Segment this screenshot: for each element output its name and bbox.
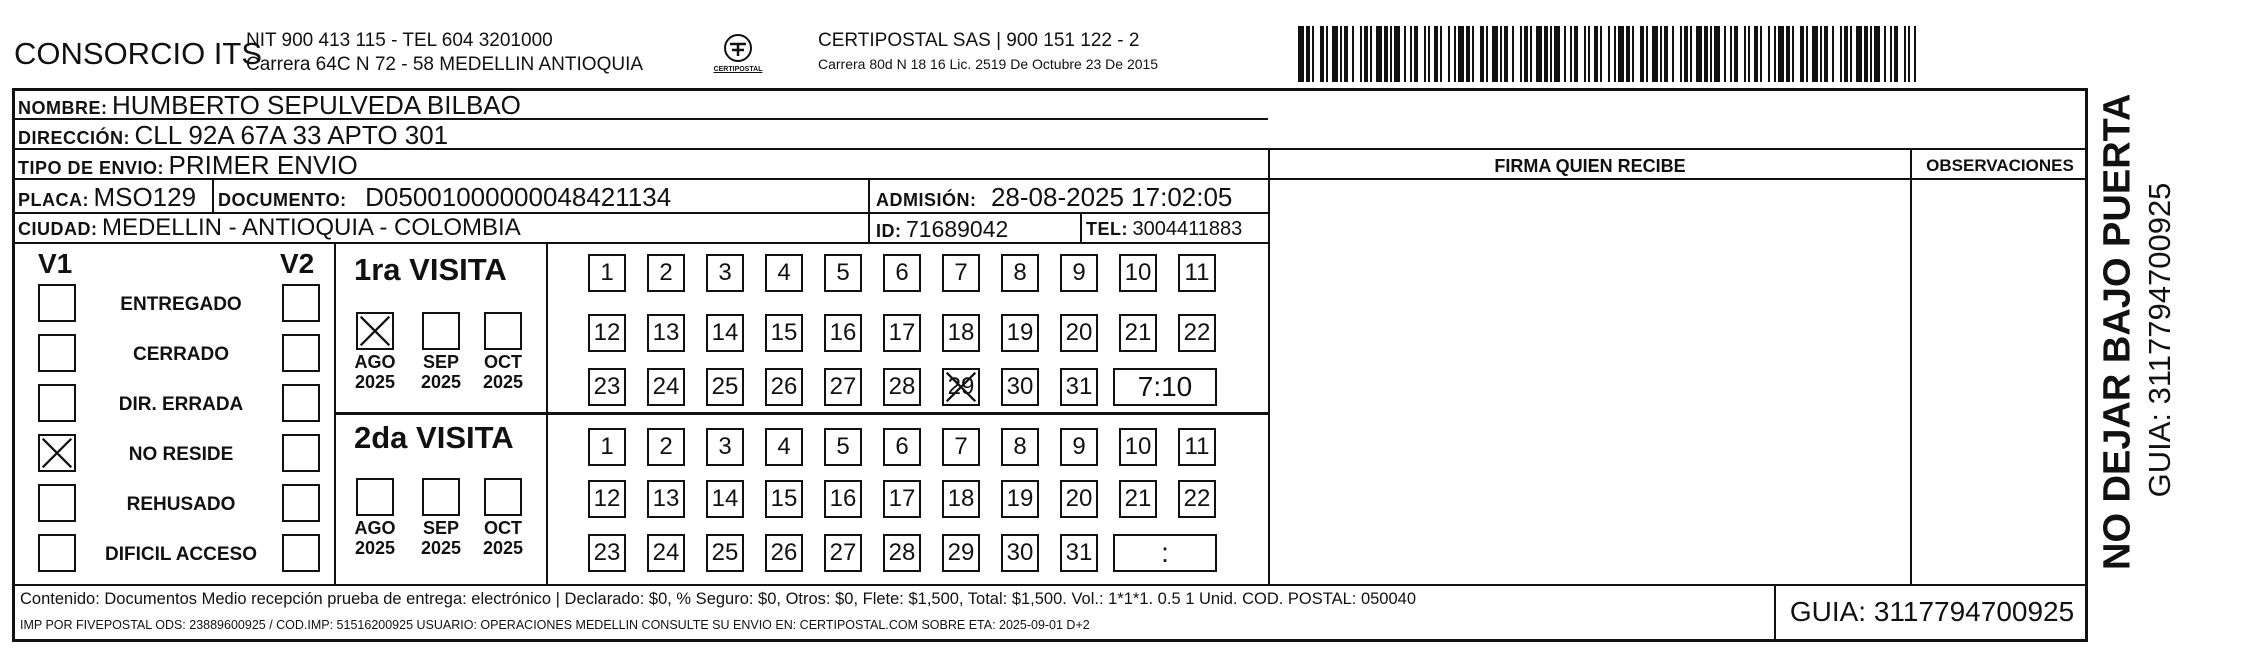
v2-checkbox[interactable] [282, 434, 320, 472]
day-box[interactable]: 15 [765, 314, 803, 352]
month-year: 2025 [420, 372, 462, 392]
day-box[interactable]: 20 [1060, 314, 1098, 352]
handwritten-x-icon [944, 370, 978, 404]
handwritten-x-icon [40, 436, 74, 470]
logo-text: CERTIPOSTAL [713, 66, 763, 73]
handwritten-x-icon [358, 314, 392, 348]
tel-label: TEL: [1086, 219, 1128, 239]
shipment-type: PRIMER ENVIO [168, 150, 358, 180]
day-box[interactable]: 9 [1060, 254, 1098, 292]
month-year: 2025 [420, 538, 462, 558]
admission-label: ADMISIÓN: [876, 190, 977, 210]
footer-guia: GUIA: 3117794700925 [1789, 596, 2075, 627]
day-box[interactable]: 10 [1119, 254, 1157, 292]
month-label [475, 518, 531, 558]
month-label [347, 518, 403, 558]
day-box[interactable]: 8 [1001, 428, 1039, 466]
recipient-address: CLL 92A 67A 33 APTO 301 [134, 120, 449, 150]
city-value: MEDELLIN - ANTIOQUIA - COLOMBIA [101, 214, 521, 241]
day-box[interactable]: 26 [765, 534, 803, 572]
day-box[interactable]: 30 [1001, 534, 1039, 572]
day-box[interactable]: 13 [647, 314, 685, 352]
day-box[interactable]: 25 [706, 534, 744, 572]
day-box[interactable]: 6 [883, 428, 921, 466]
v1-label: V1 [38, 248, 73, 279]
day-box[interactable]: 6 [883, 254, 921, 292]
certipostal-logo [708, 32, 768, 84]
day-box[interactable]: 14 [706, 314, 744, 352]
day-box[interactable]: 17 [883, 314, 921, 352]
admission-value: 28-08-2025 17:02:05 [990, 182, 1233, 212]
day-box[interactable]: 1 [588, 428, 626, 466]
day-box[interactable]: 31 [1060, 368, 1098, 406]
side-warning: NO DEJAR BAJO PUERTA [2096, 93, 2139, 570]
v2-checkbox[interactable] [282, 484, 320, 522]
status-label: CERRADO [132, 344, 230, 365]
tel-value: 3004411883 [1132, 218, 1243, 240]
month-label [475, 352, 531, 392]
time-box[interactable]: 7:10 [1113, 368, 1217, 406]
day-box[interactable]: 31 [1060, 534, 1098, 572]
id-value: 71689042 [905, 216, 1009, 242]
day-box[interactable]: 5 [824, 254, 862, 292]
day-box[interactable]: 24 [647, 534, 685, 572]
day-box[interactable]: 2 [647, 428, 685, 466]
month-year: 2025 [354, 538, 396, 558]
day-box[interactable]: 7 [942, 254, 980, 292]
status-label: NO RESIDE [128, 444, 234, 465]
nit-line: NIT 900 413 115 - TEL 604 3201000 [246, 30, 553, 51]
status-label: DIFICIL ACCESO [104, 544, 257, 565]
month-label [413, 518, 469, 558]
day-box[interactable]: 17 [883, 480, 921, 518]
day-box[interactable]: 7 [942, 428, 980, 466]
day-box[interactable]: 25 [706, 368, 744, 406]
day-box[interactable]: 21 [1119, 314, 1157, 352]
month-name: AGO [354, 352, 396, 372]
v1-checkbox[interactable] [38, 334, 76, 372]
day-box[interactable]: 8 [1001, 254, 1039, 292]
barcode [1298, 26, 1916, 82]
day-box[interactable]: 18 [942, 480, 980, 518]
day-box[interactable]: 19 [1001, 314, 1039, 352]
v2-checkbox[interactable] [282, 534, 320, 572]
month-checkbox[interactable] [484, 312, 522, 350]
month-checkbox[interactable] [356, 312, 394, 350]
day-box[interactable]: 20 [1060, 480, 1098, 518]
day-box[interactable]: 22 [1178, 480, 1216, 518]
v1-checkbox[interactable] [38, 284, 76, 322]
side-guia: GUIA: 3117794700925 [2142, 182, 2177, 498]
v1-checkbox[interactable] [38, 434, 76, 472]
day-box[interactable]: 24 [647, 368, 685, 406]
visit2-title: 2da VISITA [354, 420, 514, 455]
day-box[interactable]: 16 [824, 314, 862, 352]
day-box[interactable]: 28 [883, 534, 921, 572]
month-label [347, 352, 403, 392]
day-box[interactable]: 2 [647, 254, 685, 292]
company-name: CONSORCIO ITS [14, 36, 263, 71]
day-box[interactable]: 9 [1060, 428, 1098, 466]
v2-checkbox[interactable] [282, 384, 320, 422]
day-box[interactable]: 11 [1178, 428, 1216, 466]
v1-checkbox[interactable] [38, 534, 76, 572]
v2-label: V2 [280, 248, 315, 279]
status-label: ENTREGADO [120, 294, 242, 315]
day-box[interactable]: 1 [588, 254, 626, 292]
signature-area[interactable] [1270, 180, 1910, 584]
observations-area[interactable] [1912, 180, 2088, 584]
name-label: NOMBRE: [18, 98, 108, 118]
month-name: OCT [484, 352, 522, 372]
month-name: AGO [354, 518, 396, 538]
day-box[interactable]: 15 [765, 480, 803, 518]
status-label: DIR. ERRADA [118, 394, 244, 415]
day-box[interactable]: 29 [942, 534, 980, 572]
plate-value: MSO129 [93, 182, 197, 212]
v2-checkbox[interactable] [282, 334, 320, 372]
day-box[interactable]: 4 [765, 428, 803, 466]
document-label: DOCUMENTO: [218, 190, 347, 210]
city-label: CIUDAD: [18, 219, 98, 239]
status-label: REHUSADO [126, 494, 236, 515]
day-box[interactable]: 3 [706, 428, 744, 466]
day-box[interactable]: 26 [765, 368, 803, 406]
day-box[interactable]: 12 [588, 314, 626, 352]
document-value: D05001000000048421134 [365, 182, 672, 212]
day-box[interactable]: 27 [824, 534, 862, 572]
observations-label: OBSERVACIONES [1926, 156, 2074, 175]
month-label [413, 352, 469, 392]
day-box[interactable]: 5 [824, 428, 862, 466]
day-box[interactable]: 14 [706, 480, 744, 518]
month-name: OCT [484, 518, 522, 538]
day-box[interactable]: 29 [942, 368, 980, 406]
month-year: 2025 [482, 538, 524, 558]
day-box[interactable]: 12 [588, 480, 626, 518]
plate-label: PLACA: [18, 190, 89, 210]
imp-line: IMP POR FIVEPOSTAL ODS: 23889600925 / COD.IMP: 51516200925 USUARIO: OPERACIONES MEDELLIN CONSULTE SU ENVIO EN: CERTIPOSTAL.COM SOBRE ETA: 2025-09-01 D+2 [20, 618, 1090, 632]
day-box[interactable]: 23 [588, 368, 626, 406]
month-checkbox[interactable] [484, 478, 522, 516]
firma-label: FIRMA QUIEN RECIBE [1494, 156, 1686, 176]
day-box[interactable]: 13 [647, 480, 685, 518]
day-box[interactable]: 27 [824, 368, 862, 406]
day-box[interactable]: 21 [1119, 480, 1157, 518]
day-box[interactable]: 16 [824, 480, 862, 518]
day-box[interactable]: 11 [1178, 254, 1216, 292]
v2-checkbox[interactable] [282, 284, 320, 322]
address-line: Carrera 64C N 72 - 58 MEDELLIN ANTIOQUIA [246, 54, 644, 75]
carrier-line: CERTIPOSTAL SAS | 900 151 122 - 2 [818, 30, 1140, 51]
month-year: 2025 [482, 372, 524, 392]
day-box[interactable]: 19 [1001, 480, 1039, 518]
month-name: SEP [422, 518, 460, 538]
month-year: 2025 [354, 372, 396, 392]
month-checkbox[interactable] [422, 312, 460, 350]
address-label: DIRECCIÓN: [18, 128, 130, 148]
visit1-title: 1ra VISITA [354, 252, 507, 287]
day-box[interactable]: 10 [1119, 428, 1157, 466]
carrier-address: Carrera 80d N 18 16 Lic. 2519 De Octubre 23 De 2015 [818, 56, 1159, 72]
v1-checkbox[interactable] [38, 484, 76, 522]
content-line: Contenido: Documentos Medio recepción prueba de entrega: electrónico | Declarado: $0, % Seguro: $0, Otros: $0, Flete: $1,500, Total: $1,500. Vol.: 1*1*1. 0.5 1 Unid. COD. POSTAL: 050040 [20, 590, 1417, 608]
day-box[interactable]: 22 [1178, 314, 1216, 352]
type-label: TIPO DE ENVIO: [18, 158, 165, 178]
day-box[interactable]: 23 [588, 534, 626, 572]
day-box[interactable]: 4 [765, 254, 803, 292]
id-label: ID: [876, 221, 902, 241]
day-box[interactable]: 30 [1001, 368, 1039, 406]
day-box[interactable]: 18 [942, 314, 980, 352]
month-checkbox[interactable] [356, 478, 394, 516]
v1-checkbox[interactable] [38, 384, 76, 422]
recipient-name: HUMBERTO SEPULVEDA BILBAO [111, 90, 521, 120]
time-box[interactable]: : [1113, 534, 1217, 572]
day-box[interactable]: 3 [706, 254, 744, 292]
day-box[interactable]: 28 [883, 368, 921, 406]
month-checkbox[interactable] [422, 478, 460, 516]
month-name: SEP [422, 352, 460, 372]
